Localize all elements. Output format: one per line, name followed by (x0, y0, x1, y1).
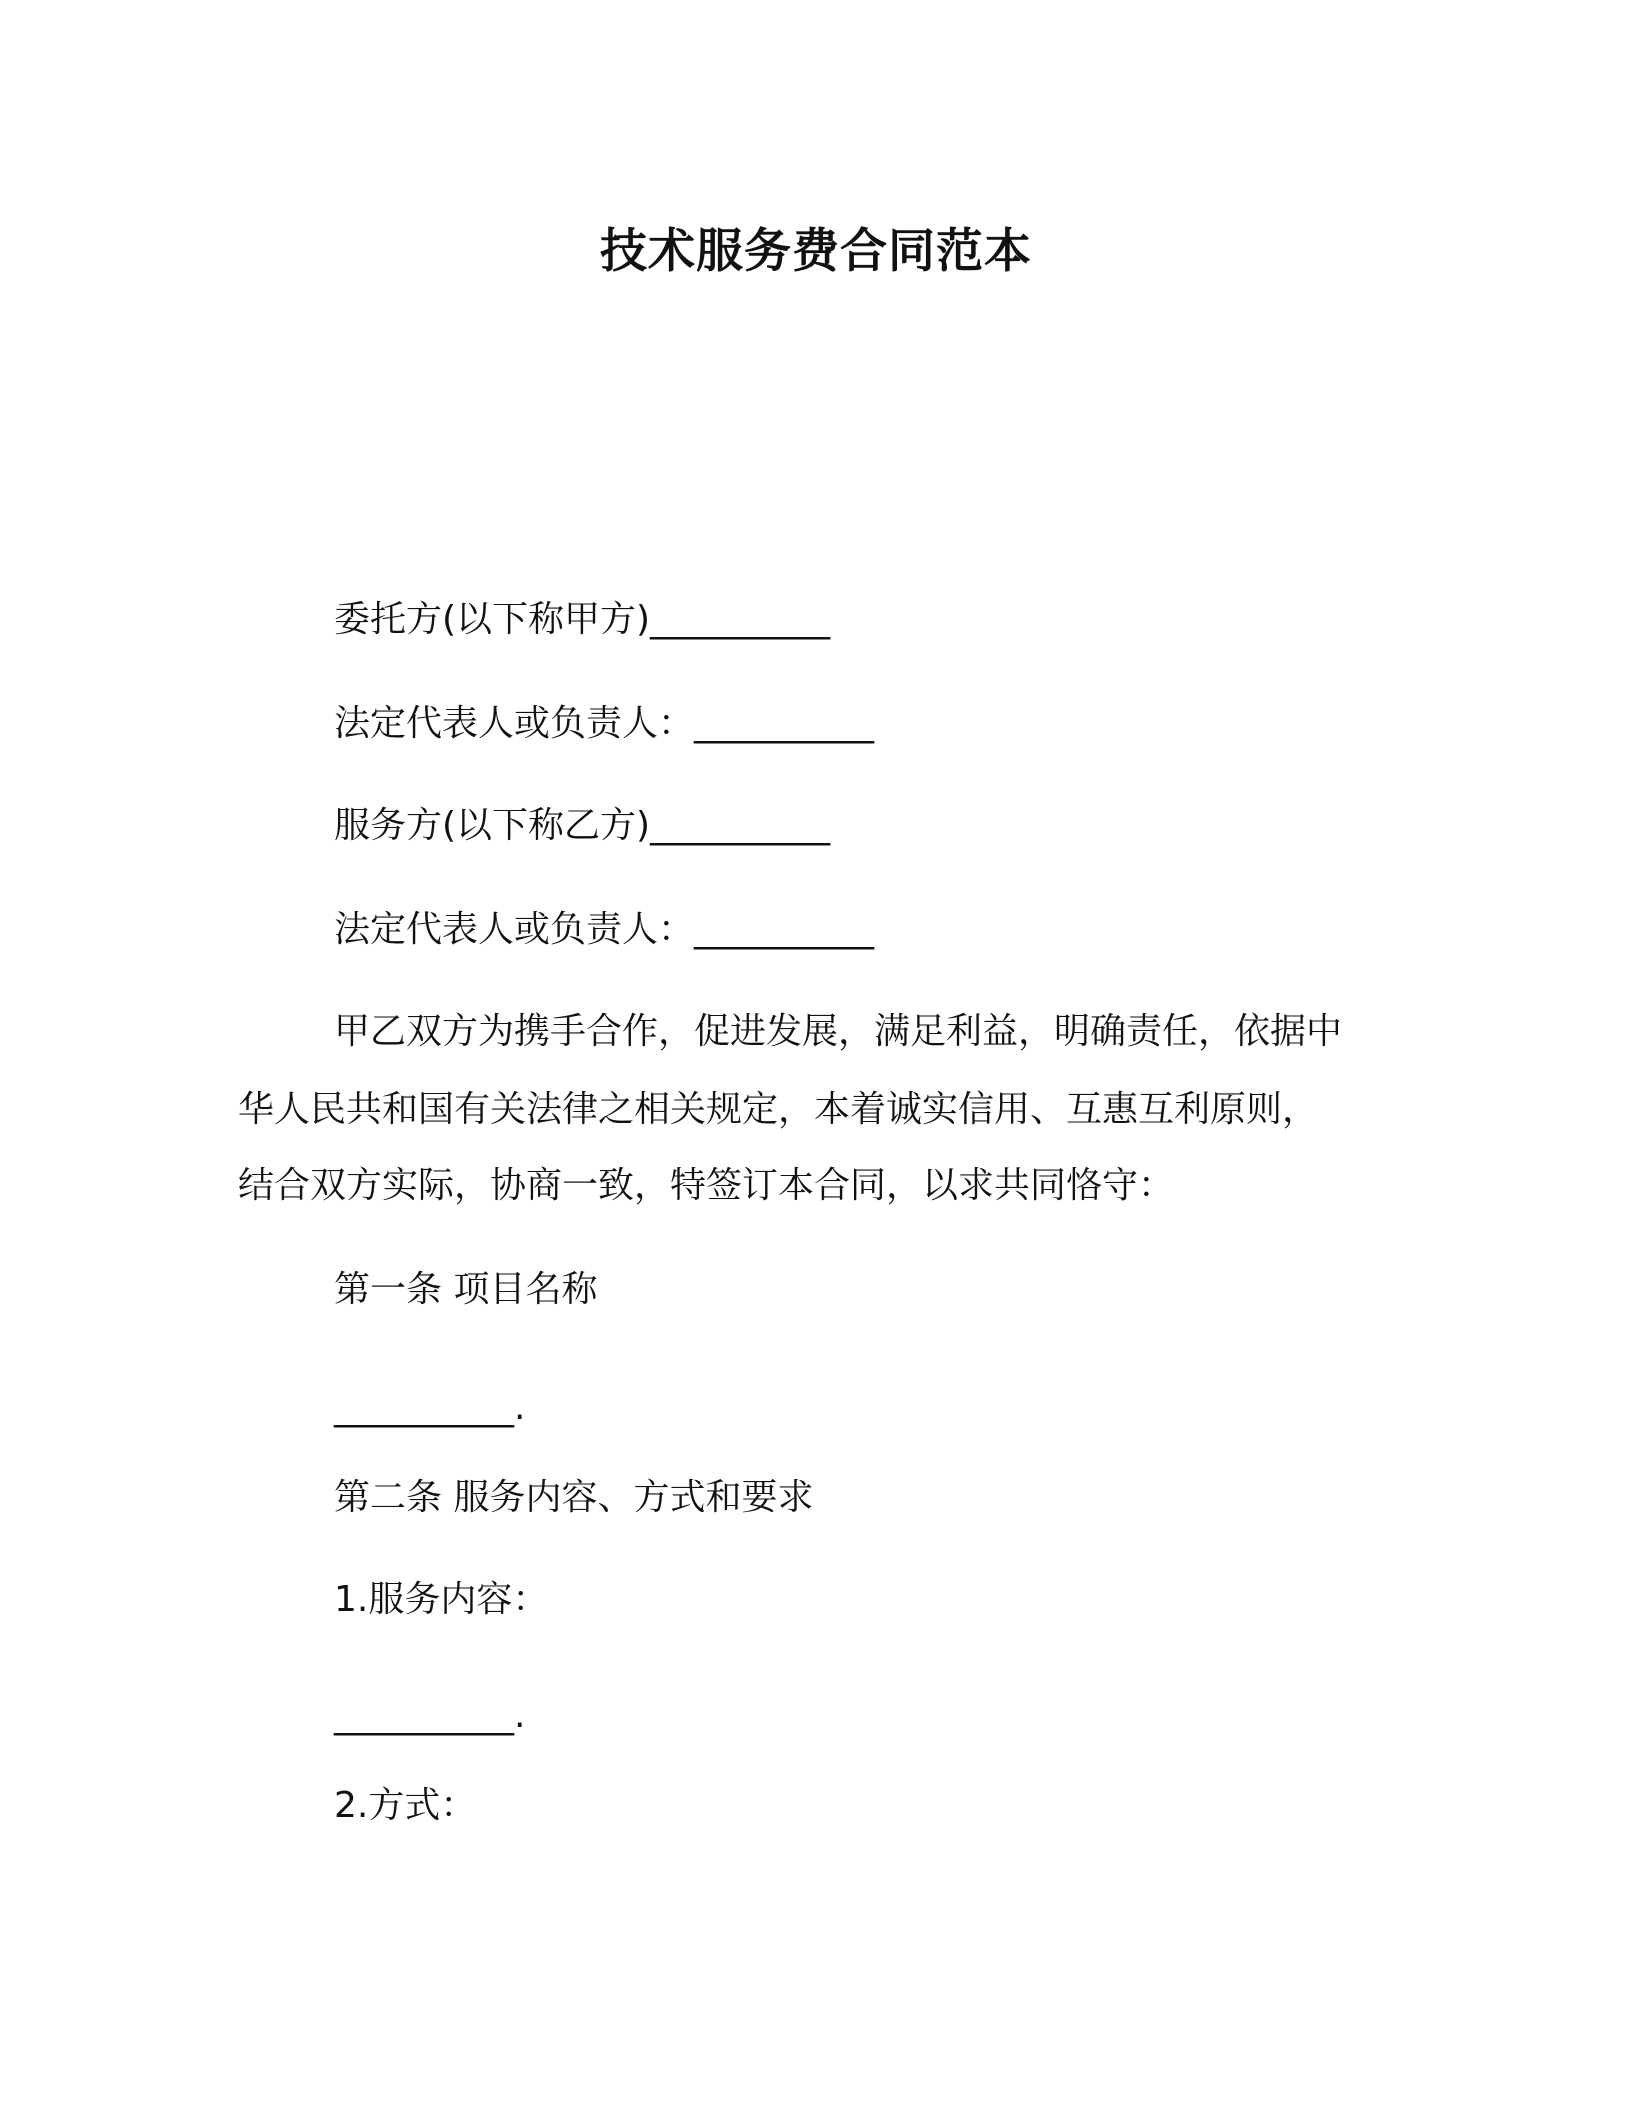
service-content-label: 1.服务内容： (334, 1579, 549, 1620)
method-label: 2.方式： (334, 1785, 477, 1826)
article-1-heading: 第一条 项目名称 (334, 1269, 598, 1310)
preamble-line-3: 结合双方实际，协商一致，特签订本合同，以求共同恪守： (238, 1165, 1175, 1206)
article-2-heading: 第二条 服务内容、方式和要求 (334, 1477, 814, 1518)
document-title: 技术服务费合同范本 (600, 224, 1032, 279)
party-a-representative-line: 法定代表人或负责人：__________ (334, 703, 875, 744)
preamble-line-1: 甲乙双方为携手合作，促进发展，满足利益，明确责任，依据中 (334, 1011, 1343, 1052)
service-content-blank: __________. (334, 1695, 526, 1736)
party-a-line: 委托方(以下称甲方)__________ (334, 599, 831, 640)
article-1-blank: __________. (334, 1387, 526, 1428)
party-b-line: 服务方(以下称乙方)__________ (334, 805, 831, 846)
preamble-line-2: 华人民共和国有关法律之相关规定，本着诚实信用、互惠互利原则， (238, 1089, 1319, 1130)
party-b-representative-line: 法定代表人或负责人：__________ (334, 909, 875, 950)
